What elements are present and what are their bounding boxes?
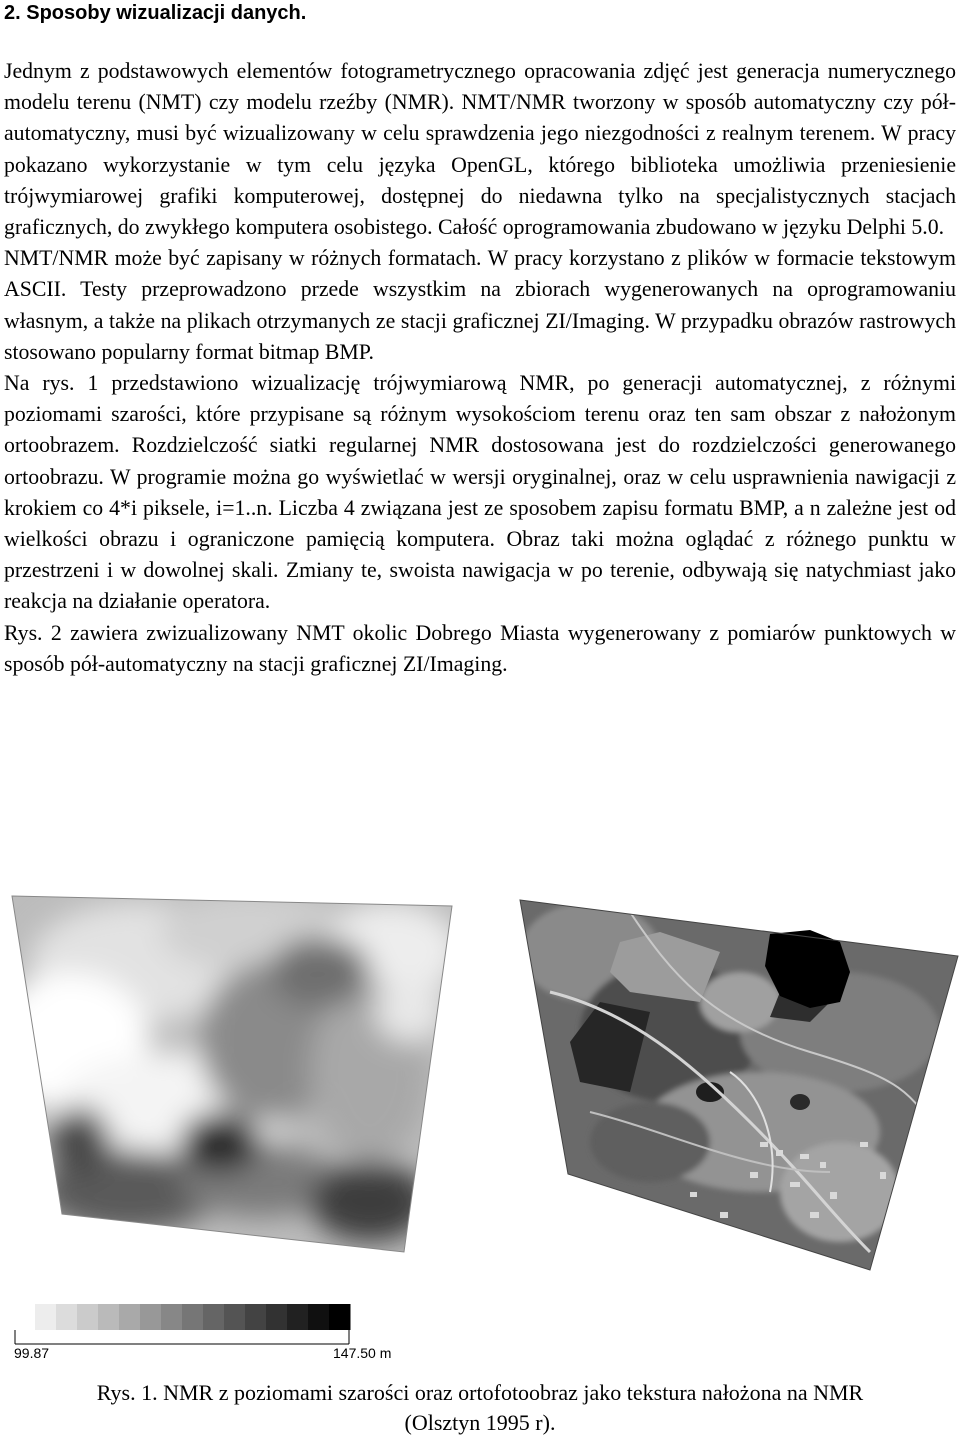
scale-step [266, 1304, 288, 1330]
grayscale-dem-figure [10, 892, 460, 1272]
scale-step [77, 1304, 99, 1330]
scale-step [35, 1304, 57, 1330]
body-text [4, 56, 956, 680]
figure-caption [0, 1378, 960, 1438]
paragraph-2: NMT/NMR może być zapisany w różnych formatach. W pracy korzystano z plików w formacie tekstowym ASCII. Testy przeprowadzono przede wszystkim na zbiorach wygenerowanych na oprogramowaniu własnym, a także na plikach otrzymanych ze stacji graficznej ZI/Imaging. W przypadku obrazów rastrowych stosowano popularny format bitmap BMP. [4, 246, 956, 364]
scale-step [98, 1304, 120, 1330]
scale-step [245, 1304, 267, 1330]
scale-step [161, 1304, 183, 1330]
scale-step [182, 1304, 204, 1330]
scale-step [14, 1304, 36, 1330]
scale-step [308, 1304, 330, 1330]
caption-line-2: (Olsztyn 1995 r). [404, 1410, 556, 1435]
scale-step [287, 1304, 309, 1330]
scale-step [329, 1304, 351, 1330]
scale-step [56, 1304, 78, 1330]
scale-step [140, 1304, 162, 1330]
caption-line-1: Rys. 1. NMR z poziomami szarości oraz ortofotoobraz jako tekstura nałożona na NMR [96, 1380, 864, 1405]
paragraph-3: Na rys. 1 przedstawiono wizualizację trójwymiarową NMR, po generacji automatycznej, z różnymi poziomami szarości, które przypisane są różnym wysokościom terenu oraz ten sam obszar z nałożonym ortoobrazem. Rozdzielczość siatki regularnej NMR dostosowana jest do rozdzielczości generowanego ortoobrazu. W programie można go wyświetlać w wersji oryginalnej, oraz w celu usprawnienia nawigacji z krokiem co 4*i piksele, i=1..n. Liczba 4 związana jest ze sposobem zapisu formatu BMP, a n zależne jest od wielkości obrazu i ograniczone pamięcią komputera. Obraz taki można oglądać z różnego punktu w przestrzeni i w dowolnej skali. Zmiany te, swoista nawigacja w po terenie, odbywają się natychmiast jako reakcja na działanie operatora. [4, 371, 956, 614]
scale-step [224, 1304, 246, 1330]
gray-scale-legend [14, 1304, 354, 1348]
scale-min-label: 99.87 [14, 1345, 50, 1361]
scale-step [119, 1304, 141, 1330]
orthophoto-dem-figure [510, 892, 960, 1272]
paragraph-4: Rys. 2 zawiera zwizualizowany NMT okolic Dobrego Miasta wygenerowany z pomiarów punktowych w sposób pół-automatyczny na stacji graficznej ZI/Imaging. [4, 620, 956, 676]
section-heading: 2. Sposoby wizualizacji danych. [4, 2, 307, 24]
paragraph-1: Jednym z podstawowych elementów fotogrametrycznego opracowania zdjęć jest generacja numerycznego modelu terenu (NMT) czy modelu rzeźby (NMR). NMT/NMR tworzony w sposób automatyczny czy pół-automatyczny, musi być wizualizowany w celu sprawdzenia jego niezgodności z realnym terenem. W pracy pokazano wykorzystanie w tym celu języka OpenGL, którego biblioteka umożliwia przeniesienie trójwymiarowej grafiki komputerowej, dostępnej do niedawna tylko na specjalistycznych stacjach graficznych, do zwykłego komputera osobistego. Całość oprogramowania zbudowano w języku Delphi 5.0. [4, 59, 956, 240]
scale-max-label: 147.50 m [333, 1345, 392, 1361]
scale-step [203, 1304, 225, 1330]
